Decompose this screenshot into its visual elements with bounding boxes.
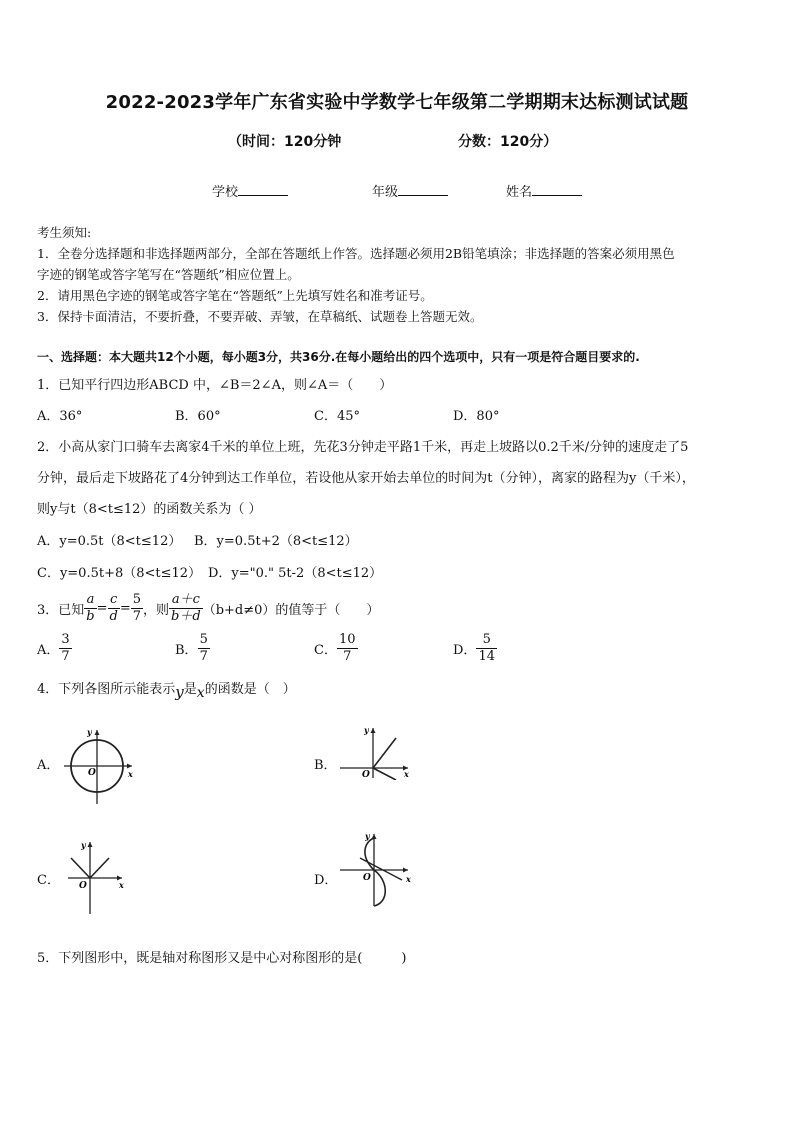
q4-graph-b-rays: [336, 724, 416, 780]
frac-den: b: [86, 608, 95, 624]
frac-den: b＋d: [171, 608, 201, 624]
q2-option-d: D．y="0." 5t-2（8<t≤12）: [208, 566, 383, 581]
q4-graph-d-curve: [336, 830, 418, 908]
option-label: C．: [314, 642, 337, 658]
y-label: y: [81, 840, 86, 850]
x-label: x: [406, 874, 411, 884]
frac-num: a: [84, 592, 96, 609]
var-y: y: [175, 683, 184, 701]
q4-stem-part: 是: [183, 682, 197, 697]
equals-sign: =: [119, 600, 131, 616]
q2-option-c: C．y=0.5t+8（8<t≤12）: [37, 566, 202, 581]
notice-item-2: 2．请用黑色字迹的钢笔或答字笔在“答题纸”上先填写姓名和准考证号。: [37, 288, 433, 303]
q3-frac-c-d: [108, 592, 120, 625]
q1-option-c: C．45°: [314, 409, 360, 424]
q3-condition: （b+d≠0）的值等于（ ）: [202, 602, 380, 618]
section-heading: 一、选择题：本大题共12个小题，每小题3分，共36分.在每小题给出的四个选项中，只有一项是符合题目要求的.: [37, 350, 640, 364]
school-label: 学校: [212, 185, 239, 200]
notice-item-1: 1．全卷分选择题和非选择题两部分，全部在答题纸上作答。选择题必须用2B铅笔填涂；非选择题的答案必须用黑色: [37, 246, 675, 261]
q3-option-d: [453, 628, 497, 668]
origin-label: O: [362, 770, 370, 780]
frac-num: 3: [61, 631, 70, 647]
q2-line-1: 2．小高从家门口骑车去离家4千米的单位上班，先花3分钟走平路1千米，再走上坡路以0.2千米/分钟的速度走了5: [37, 440, 689, 455]
q2-line-3: 则y与t（8<t≤12）的函数关系为（ ）: [37, 502, 262, 517]
y-label: y: [87, 727, 92, 737]
option-fraction: [198, 632, 210, 665]
frac-num: 10: [338, 631, 356, 647]
q1-stem: 1．已知平行四边形ABCD 中，∠B＝2∠A，则∠A＝（ ）: [37, 378, 393, 393]
q3-frac-5-7: [131, 592, 143, 625]
q1-option-d: D．80°: [453, 409, 500, 424]
option-fraction: [337, 632, 358, 665]
q1-option-a: A．36°: [37, 409, 83, 424]
x-axis-arrow: [127, 764, 132, 769]
q4-graph-a-circle: [62, 724, 142, 806]
q4-option-d-label: D．: [314, 873, 338, 888]
notice-heading: 考生须知:: [37, 225, 92, 240]
q5-stem: 5．下列图形中，既是轴对称图形又是中心对称图形的是( ): [37, 951, 407, 966]
x-label: x: [119, 880, 124, 890]
notice-item-1-cont: 字迹的钢笔或答字笔写在“答题纸”相应位置上。: [37, 267, 300, 282]
option-label: D．: [453, 642, 477, 658]
exam-title: 2022-2023学年广东省实验中学数学七年级第二学期期末达标测试试题: [105, 92, 689, 113]
frac-num: c: [108, 592, 120, 609]
q3-option-a: [37, 628, 72, 668]
grade-blank: [398, 183, 448, 196]
ray-down: [373, 768, 396, 780]
q3-prefix: 3．已知: [37, 602, 85, 618]
q3-option-c: [314, 628, 358, 668]
frac-num: 5: [476, 632, 497, 649]
y-label: y: [365, 831, 370, 841]
name-label: 姓名: [506, 185, 533, 200]
frac-den: d: [109, 608, 118, 624]
q4-stem-part: 4．下列各图所示能表示: [37, 682, 176, 697]
equals-sign: =: [96, 600, 108, 616]
q4-stem-part: 的函数是（ ）: [204, 682, 296, 697]
frac-num: a＋c: [169, 592, 203, 609]
q3-frac-sum: [169, 592, 203, 625]
var-x: x: [196, 685, 205, 701]
grade-field: [372, 181, 448, 200]
q2-option-b: B．y=0.5t+2（8<t≤12）: [194, 534, 358, 549]
s-curve: [365, 838, 385, 906]
q2-option-a: A．y=0.5t（8<t≤12）: [37, 534, 182, 549]
ray-left: [71, 858, 90, 878]
grade-label: 年级: [372, 185, 399, 200]
q1-option-b: B．60°: [175, 409, 221, 424]
frac-den: 7: [343, 648, 352, 664]
notice-item-3: 3．保持卡面清洁，不要折叠，不要弄破、弄皱，在草稿纸、试题卷上答题无效。: [37, 309, 483, 324]
y-axis-arrow: [88, 842, 93, 847]
ray-right: [90, 858, 109, 878]
origin-label: O: [88, 768, 96, 778]
exam-score: 分数：120分）: [458, 134, 558, 150]
frac-den: 7: [132, 608, 142, 624]
q4-graph-c-v: [64, 838, 144, 916]
school-blank: [238, 183, 288, 196]
frac-den: 7: [199, 648, 208, 664]
q2-line-2: 分钟，最后走下坡路花了4分钟到达工作单位，若设他从家开始去单位的时间为t（分钟），离家的路程为y（千米），: [37, 471, 695, 486]
y-label: y: [364, 725, 369, 735]
x-label: x: [404, 769, 409, 779]
q3-stem: [37, 588, 379, 628]
name-field: [506, 181, 582, 200]
frac-den: 14: [478, 648, 495, 664]
name-blank: [532, 183, 582, 196]
x-axis-arrow: [403, 868, 408, 873]
q3-option-b: [175, 628, 210, 668]
origin-label: O: [363, 873, 371, 883]
q4-stem: [37, 678, 296, 701]
option-label: B．: [175, 642, 198, 658]
frac-den: 7: [61, 648, 70, 664]
x-label: x: [128, 769, 133, 779]
ray-up: [373, 738, 396, 768]
frac-num: 5: [132, 591, 142, 607]
frac-num: 5: [199, 631, 208, 647]
option-label: A．: [37, 642, 60, 658]
option-fraction: [59, 632, 71, 665]
y-axis-arrow: [371, 728, 376, 733]
school-field: [212, 181, 288, 200]
option-fraction: [476, 632, 497, 665]
q4-option-c-label: C．: [37, 873, 60, 888]
y-axis-arrow: [95, 730, 100, 735]
q4-option-b-label: B．: [314, 758, 337, 773]
q3-frac-a-b: [84, 592, 96, 625]
exam-time: （时间：120分钟: [228, 134, 342, 150]
origin-label: O: [79, 881, 87, 891]
q3-then: ，则: [143, 602, 170, 618]
q4-option-a-label: A．: [37, 758, 60, 773]
